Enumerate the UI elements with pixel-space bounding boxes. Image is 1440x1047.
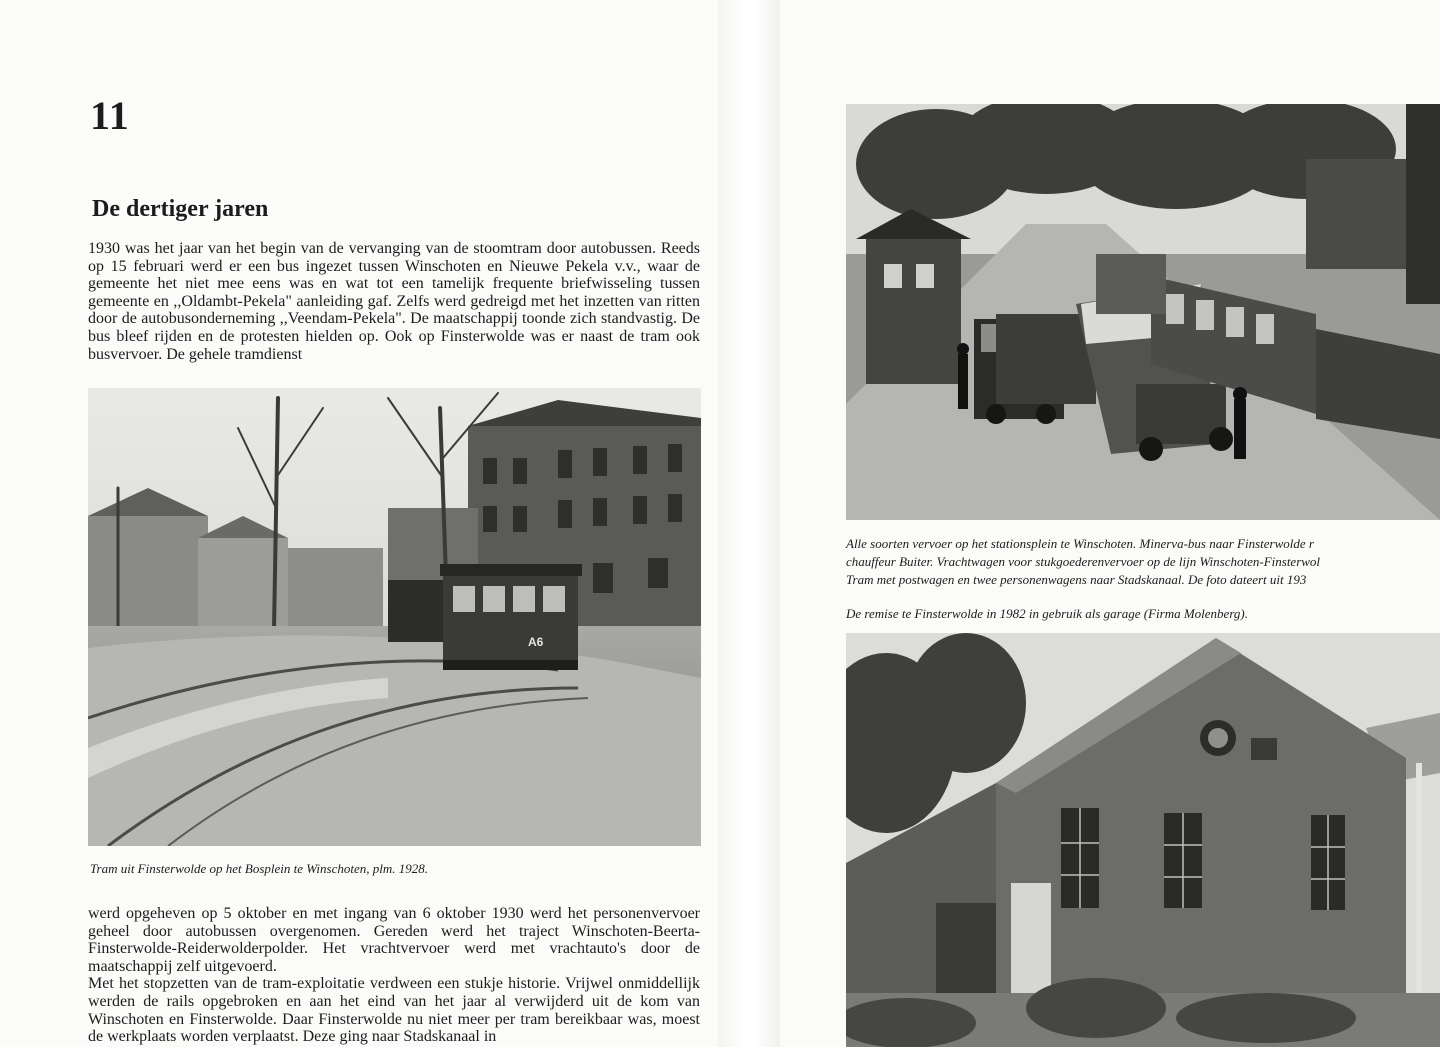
chapter-number: 11: [90, 93, 130, 138]
book-gutter: [718, 0, 780, 1047]
remise-illustration: [846, 633, 1440, 1047]
caption-line-3: Tram met postwagen en twee personenwagens naar Stadskanaal. De foto dateert uit 193: [846, 572, 1307, 587]
tram-number-label: A6: [528, 635, 544, 649]
body-paragraph-3: Met het stopzetten van de tram-exploitatie verdween een stukje historie. Vrijwel onmiddellijk werden de rails opgebroken en aan het eind van het jaar al verwijderd uit de kom van Winschoten en Finsterwolde. Daar Finsterwolde nu niet meer per tram bereikbaar was, moest de werkplaats worden verplaatst. Deze ging naar Stadskanaal in: [88, 975, 700, 1046]
caption-line-1: Alle soorten vervoer op het stationsplein te Winschoten. Minerva-bus naar Finsterwolde r: [846, 536, 1314, 551]
stationsplein-illustration: [846, 104, 1440, 520]
remise-photo: [846, 633, 1440, 1047]
body-paragraph-1: 1930 was het jaar van het begin van de vervanging van de stoomtram door autobussen. Reeds op 15 februari werd er een bus ingezet tussen Winschoten en Nieuwe Pekela v.v., waar de gemeente het niet mee eens was en wat tot een tamelijk frequente briefwisseling tussen gemeente en ,,Oldambt-Pekela" aanleiding gaf. Zelfs werd gedreigd met het inzetten van ritten door de autobusonderneming ,,Veendam-Pekela". De maatschappij toonde zich standvastig. De bus bleef rijden en de protesten hielden op. Ook op Finsterwolde was er naast de tram ook busvervoer. De gehele tramdienst: [88, 240, 700, 363]
tram-bosplein-photo: [88, 388, 701, 846]
stationsplein-photo: [846, 104, 1440, 520]
photo-caption-stationsplein: [846, 535, 1320, 589]
body-continued: [88, 905, 700, 1046]
photo-caption-tram: Tram uit Finsterwolde op het Bosplein te Winschoten, plm. 1928.: [90, 861, 428, 876]
tram-photo-illustration: [88, 388, 701, 846]
caption-line-2: chauffeur Buiter. Vrachtwagen voor stukgoederenvervoer op de lijn Winschoten-Finsterwol: [846, 554, 1321, 569]
body-paragraph-2: werd opgeheven op 5 oktober en met ingang van 6 oktober 1930 werd het personenvervoer geheel door autobussen overgenomen. Gereden werd het traject Winschoten-Beerta-Finsterwolde-Reiderwolderpolder. Het vrachtvervoer werd met vrachtauto's door de maatschappij zelf uitgevoerd.: [88, 905, 700, 975]
photo-caption-remise: De remise te Finsterwolde in 1982 in gebruik als garage (Firma Molenberg).: [846, 606, 1248, 621]
chapter-title: De dertiger jaren: [92, 196, 269, 222]
